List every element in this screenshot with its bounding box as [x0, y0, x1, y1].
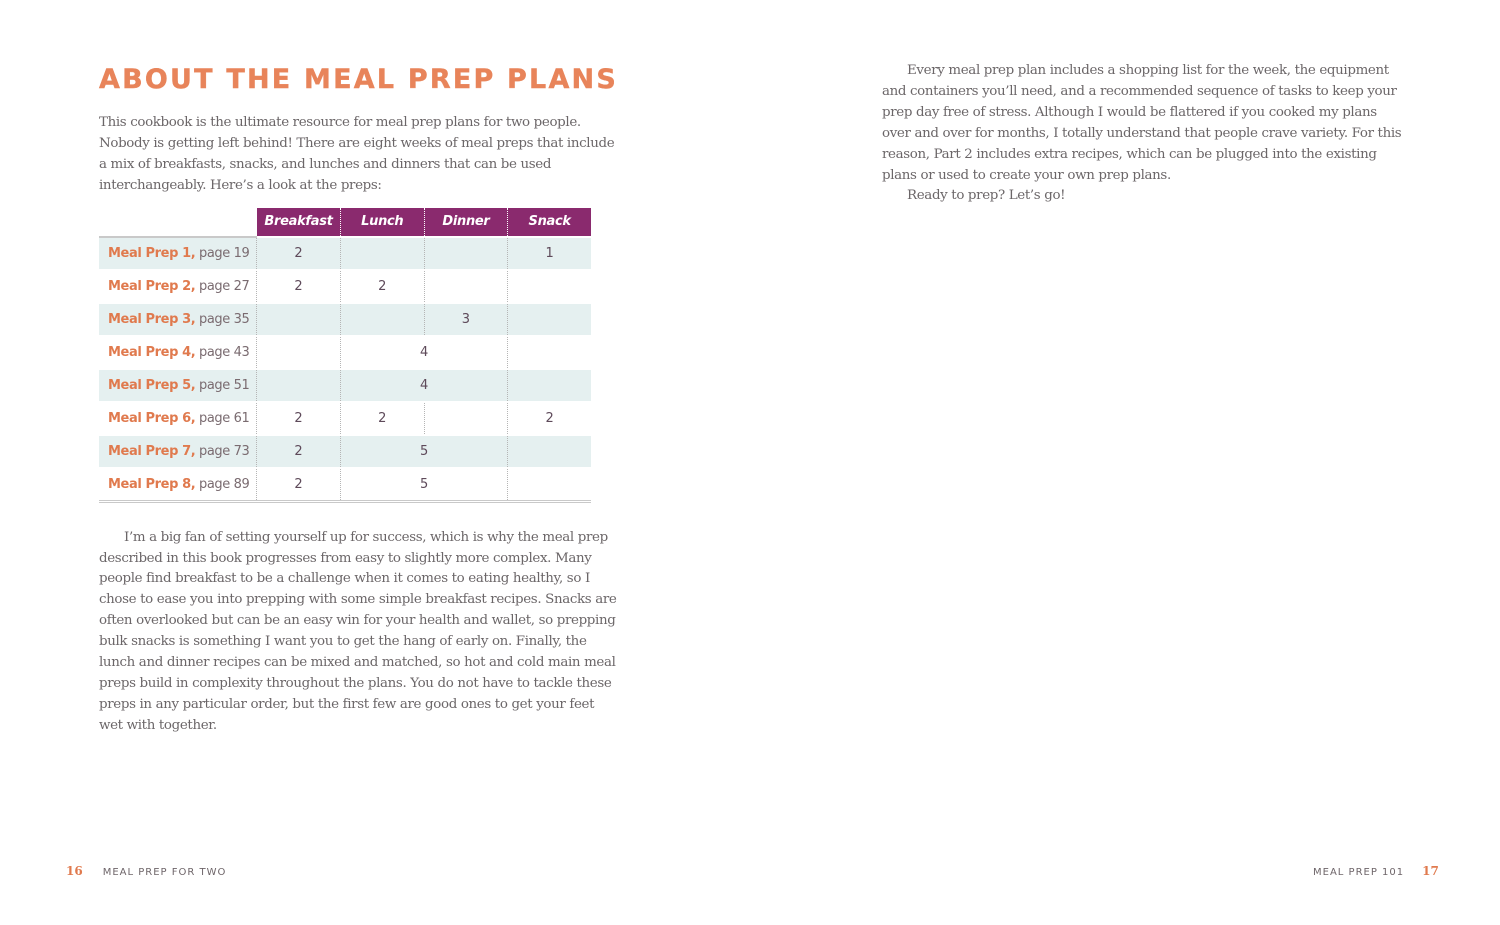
cell-lunch-dinner: 5 — [340, 435, 507, 468]
header-blank-cell — [99, 208, 257, 237]
cell-snack: 2 — [508, 402, 591, 435]
left-page — [99, 60, 619, 737]
section-heading: ABOUT THE MEAL PREP PLANS — [99, 64, 618, 95]
table-row — [99, 402, 591, 435]
meal-prep-name: Meal Prep 6, — [108, 410, 196, 426]
row-label — [99, 435, 257, 468]
row-label — [99, 237, 257, 270]
left-footer — [66, 864, 226, 878]
header-lunch: Lunch — [340, 208, 424, 237]
page-ref: page 73 — [199, 443, 250, 459]
cell-breakfast: 2 — [257, 402, 341, 435]
cell-snack — [508, 369, 591, 402]
page-number: 16 — [66, 864, 83, 878]
row-label — [99, 336, 257, 369]
table-header-row — [99, 208, 591, 237]
table-row — [99, 303, 591, 336]
table-row — [99, 435, 591, 468]
body-paragraph: Every meal prep plan includes a shopping list for the week, the equipment and containers you’ll need, and a recommended sequence of tasks to keep your prep day free of stress. Although I would be flattered if you cooked my plans over and over for months, I totally understand that people crave variety. For this reason, Part 2 includes extra recipes, which can be plugged into the existing plans or used to create your own prep plans. — [882, 63, 1402, 183]
table-row — [99, 369, 591, 402]
page-ref: page 35 — [199, 311, 250, 327]
cell-lunch — [340, 237, 424, 270]
right-page — [882, 61, 1407, 207]
meal-prep-name: Meal Prep 7, — [108, 443, 196, 459]
cell-lunch-dinner: 4 — [340, 369, 507, 402]
table-row — [99, 336, 591, 369]
meal-prep-name: Meal Prep 3, — [108, 311, 196, 327]
body-paragraph: I’m a big fan of setting yourself up for success, which is why the meal prep described in this book progresses from easy to slightly more complex. Many people find breakfast to be a challenge when it comes to eating healthy, so I chose to ease you into prepping with some simple breakfast recipes. Snacks are often overlooked but can be an easy win for your health and wallet, so prepping bulk snacks is something I want you to get the hang of early on. Finally, the lunch and dinner recipes can be mixed and matched, so hot and cold main meal preps build in complexity throughout the plans. You do not have to tackle these preps in any particular order, but the first few are good ones to get your feet wet with together. — [99, 529, 617, 733]
table-row — [99, 237, 591, 270]
running-head: MEAL PREP 101 — [1313, 867, 1405, 878]
cell-snack: 1 — [508, 237, 591, 270]
header-snack: Snack — [508, 208, 591, 237]
meal-prep-name: Meal Prep 8, — [108, 476, 196, 492]
right-footer — [1313, 864, 1439, 878]
page-number: 17 — [1422, 864, 1439, 878]
cell-dinner — [424, 237, 508, 270]
cell-snack — [508, 303, 591, 336]
row-label — [99, 369, 257, 402]
table-row — [99, 468, 591, 502]
cell-breakfast: 2 — [257, 237, 341, 270]
meal-prep-name: Meal Prep 2, — [108, 278, 196, 294]
cell-snack — [508, 435, 591, 468]
cell-breakfast — [257, 369, 341, 402]
cell-lunch — [340, 303, 424, 336]
cell-lunch: 2 — [340, 402, 424, 435]
row-label — [99, 402, 257, 435]
cell-snack — [508, 468, 591, 502]
cell-dinner: 3 — [424, 303, 508, 336]
cell-breakfast — [257, 336, 341, 369]
cell-snack — [508, 270, 591, 303]
cell-lunch: 2 — [340, 270, 424, 303]
cell-dinner — [424, 402, 508, 435]
cell-breakfast — [257, 303, 341, 336]
cell-breakfast: 2 — [257, 270, 341, 303]
row-label — [99, 270, 257, 303]
header-dinner: Dinner — [424, 208, 508, 237]
cell-lunch-dinner: 4 — [340, 336, 507, 369]
row-label — [99, 303, 257, 336]
meal-prep-table — [99, 208, 591, 503]
page-ref: page 61 — [199, 410, 250, 426]
row-label — [99, 468, 257, 502]
page-ref: page 51 — [199, 377, 250, 393]
cell-dinner — [424, 270, 508, 303]
header-breakfast: Breakfast — [257, 208, 341, 237]
cell-breakfast: 2 — [257, 435, 341, 468]
closing-line: Ready to prep? Let’s go! — [907, 188, 1066, 204]
page-ref: page 89 — [199, 476, 250, 492]
running-head: MEAL PREP FOR TWO — [102, 867, 227, 878]
table-row — [99, 270, 591, 303]
page-ref: page 27 — [199, 278, 250, 294]
intro-paragraph: This cookbook is the ultimate resource for meal prep plans for two people. Nobody is getting left behind! There are eight weeks of meal preps that include a mix of breakfasts, snacks, and lunches and dinners that can be used interchangeably. Here’s a look at the preps: — [99, 115, 615, 193]
cell-lunch-dinner: 5 — [340, 468, 507, 502]
cell-breakfast: 2 — [257, 468, 341, 502]
page-ref: page 43 — [199, 344, 250, 360]
meal-prep-name: Meal Prep 4, — [108, 344, 196, 360]
meal-prep-name: Meal Prep 5, — [108, 377, 196, 393]
meal-prep-name: Meal Prep 1, — [108, 245, 196, 261]
cell-snack — [508, 336, 591, 369]
page-ref: page 19 — [199, 245, 250, 261]
